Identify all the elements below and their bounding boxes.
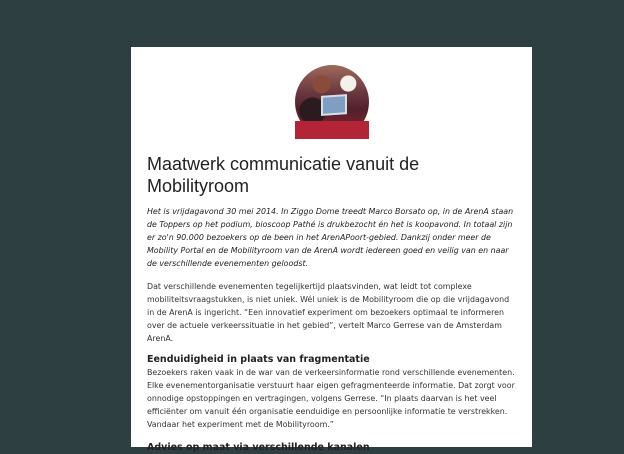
photo-monitor [321, 94, 347, 116]
article-subheading-1: Eenduidigheid in plaats van fragmentatie [147, 354, 370, 365]
article-photo [295, 65, 369, 139]
photo-table [295, 121, 369, 139]
article-paragraph-2: Bezoekers raken vaak in de war van de verkeersinformatie rond verschillende evenementen. Elke evenementorganisatie verstuurt haar eigen gefragmenteerde informatie. Dat zorgt voor onnodige opstoppingen en vertragingen, volgens Gerrese. “In plaats daarvan is het veel efficiënter om vanuit één organisatie eenduidige en persoonlijke informatie te verstrekken. Vandaar het experiment met de Mobilityroom.” [147, 368, 515, 429]
article-paragraph-1: Dat verschillende evenementen tegelijkertijd plaatsvinden, wat leidt tot complexe mobiliteitsvraagstukken, is niet uniek. Wél uniek is de Mobilityroom die op die vrijdagavond in de ArenA is ingericht. “Een innovatief experiment om bezoekers optimaal te informeren over de actuele verkeerssituatie in het gebied”, vertelt Marco Gerrese van de Amsterdam ArenA. [147, 282, 510, 343]
article-intro: Het is vrijdagavond 30 mei 2014. In Ziggo Dome treedt Marco Borsato op, in de ArenA staan de Toppers op het podium, bioscoop Pathé is drukbezocht én het is koopavond. In totaal zijn er zo'n 90.000 bezoekers op de been in het ArenAPoort-gebied. Dankzij onder meer de Mobility Portal en de Mobilityroom van de ArenA wordt iedereen goed en veilig van en naar de verschillende evenementen geloodst. [147, 207, 514, 268]
article-card [131, 47, 532, 453]
article-title: Maatwerk communicatie vanuit de Mobilityroom [147, 154, 420, 196]
article-subheading-2: Advies op maat via verschillende kanalen [147, 442, 370, 453]
